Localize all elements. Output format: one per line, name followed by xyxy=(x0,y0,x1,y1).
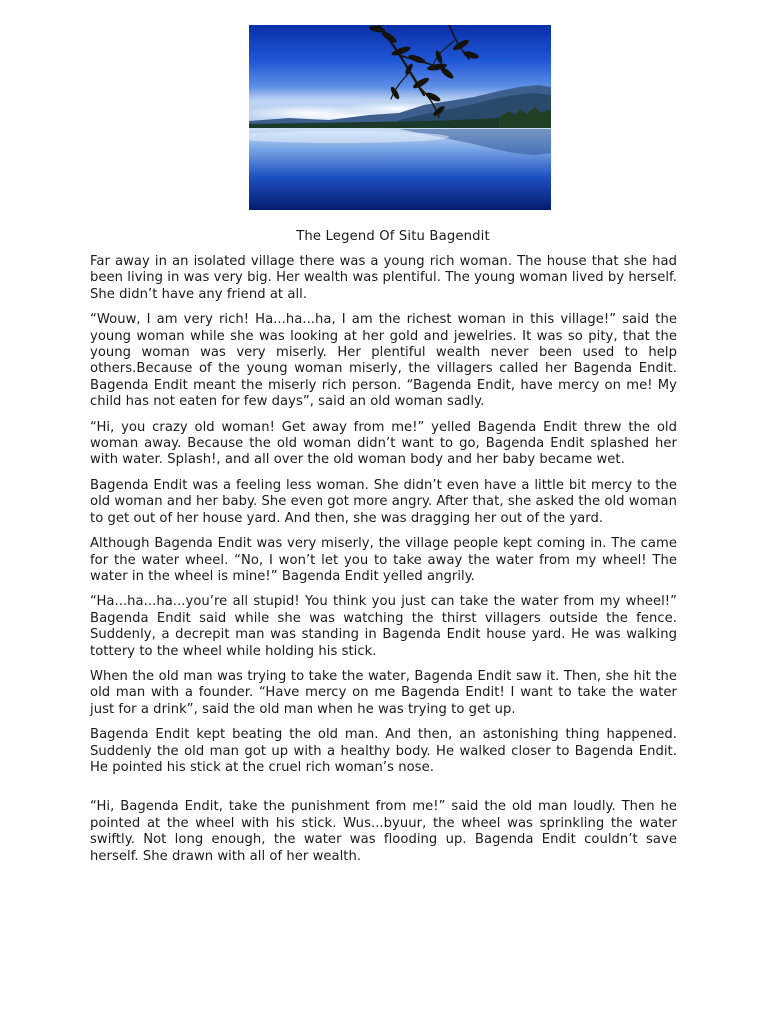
paragraph: Far away in an isolated village there was a young rich woman. The house that she had been living in was very big. Her wealth was plentiful. The young woman lived by herself. She didn’t have any friend at all. xyxy=(90,254,677,302)
paragraph: “Hi, Bagenda Endit, take the punishment from me!” said the old man loudly. Then he pointed at the wheel with his stick. Wus...byuur, the wheel was sprinkling the water swiftly. Not long enough, the water was flooding up. Bagenda Endit couldn’t save herself. She drawn with all of her wealth. xyxy=(90,799,677,864)
paragraph: Bagenda Endit was a feeling less woman. She didn’t even have a little bit mercy to the old woman and her baby. She even got more angry. After that, she asked the old woman to get out of her house yard. And then, she was dragging her out of the yard. xyxy=(90,477,677,526)
story-body xyxy=(90,254,677,874)
story-title: The Legend Of Situ Bagendit xyxy=(296,229,490,244)
paragraph: “Wouw, I am very rich! Ha...ha...ha, I am the richest woman in this village!” said the young woman while she was looking at her gold and jewelries. It was so pity, that the young woman was very miserly. Her plentiful wealth never been used to help others.Because of the young woman miserly, the villagers called her Bagenda Endit. Bagenda Endit meant the miserly rich person. “Bagenda Endit, have mercy on me! My child has not eaten for few days”, said an old woman sadly. xyxy=(90,312,677,410)
lake-photo xyxy=(249,25,551,210)
paragraph: When the old man was trying to take the water, Bagenda Endit saw it. Then, she hit the old man with a founder. “Have mercy on me Bagenda Endit! I want to take the water just for a drink”, said the old man when he was trying to get up. xyxy=(90,668,677,717)
paragraph: “Ha...ha...ha...you’re all stupid! You think you just can take the water from my wheel!” Bagenda Endit said while she was watching the thirst villagers outside the fence. Suddenly, a decrepit man was standing in Bagenda Endit house yard. He was walking tottery to the wheel while holding his stick. xyxy=(90,594,677,659)
paragraph: Bagenda Endit kept beating the old man. And then, an astonishing thing happened. Suddenly the old man got up with a healthy body. He walked closer to Bagenda Endit. He pointed his stick at the cruel rich woman’s nose. xyxy=(90,727,677,775)
paragraph: “Hi, you crazy old woman! Get away from me!” yelled Bagenda Endit threw the old woman away. Because the old woman didn’t want to go, Bagenda Endit splashed her with water. Splash!, and all over the old woman body and her baby became wet. xyxy=(90,419,677,468)
paragraph: Although Bagenda Endit was very miserly, the village people kept coming in. The came for the water wheel. “No, I won’t let you to take away the water from my wheel! The water in the wheel is mine!” Bagenda Endit yelled angrily. xyxy=(90,536,677,584)
